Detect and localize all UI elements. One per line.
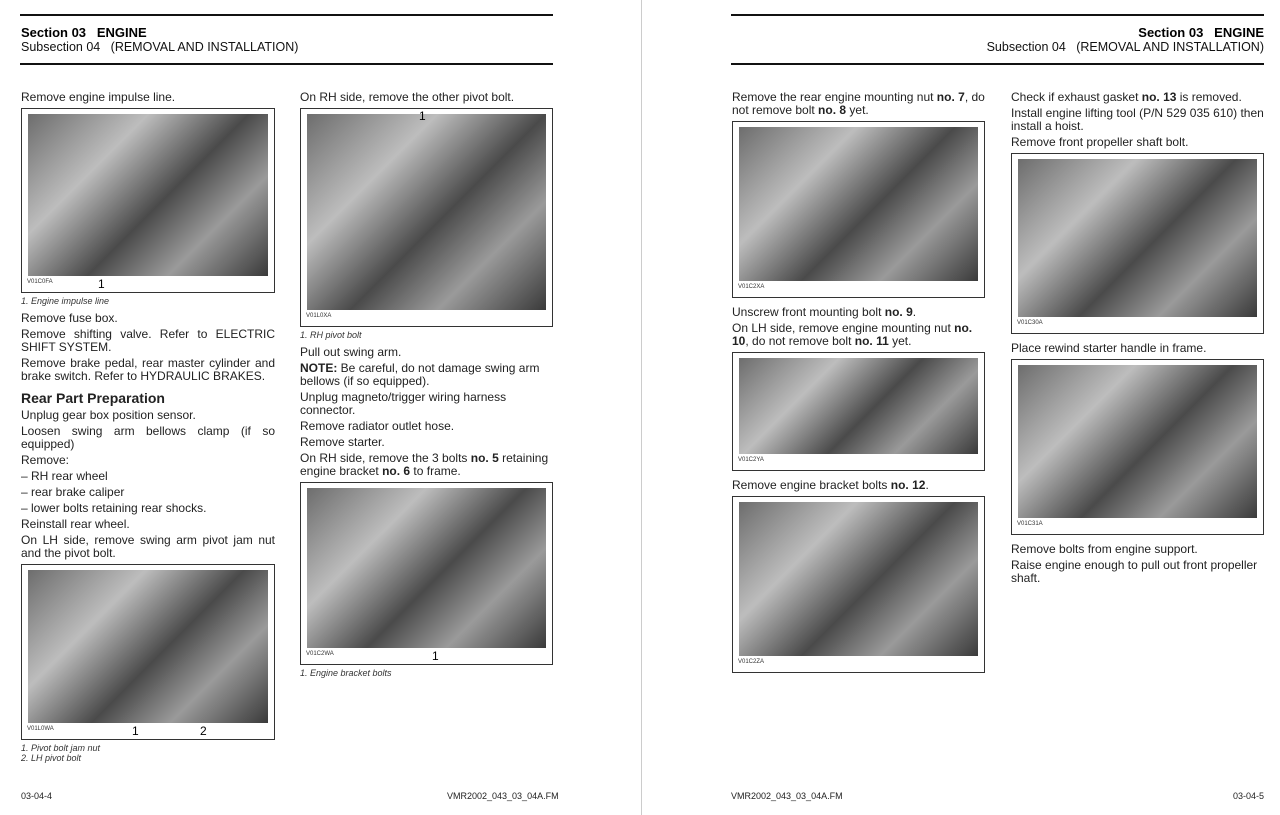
- paragraph: Remove shifting valve. Refer to ELECTRIC SHIFT SYSTEM.: [21, 327, 275, 354]
- list-item: – rear brake caliper: [21, 485, 125, 499]
- section-number: Section 03: [1138, 25, 1204, 40]
- text: Remove the rear engine mounting nut: [732, 90, 937, 104]
- subsection-title: (REMOVAL AND INSTALLATION): [1076, 40, 1264, 54]
- left-column-1: [21, 91, 275, 769]
- callout: 2: [200, 724, 207, 738]
- figure-code: V01L0XA: [306, 313, 332, 319]
- list-item: – lower bolts retaining rear shocks.: [21, 501, 207, 515]
- paragraph: Remove starter.: [300, 435, 385, 449]
- part-number: no. 12: [890, 478, 926, 492]
- figure-code: V01C2WA: [306, 651, 334, 657]
- paragraph: Reinstall rear wheel.: [21, 517, 130, 531]
- part-number: no. 6: [382, 464, 411, 478]
- figure-code: V01C2ZA: [738, 659, 765, 665]
- section-heading: [21, 25, 147, 40]
- photo: [307, 114, 546, 310]
- figure-engine-impulse-line: [21, 108, 275, 293]
- part-number: no. 5: [470, 451, 499, 465]
- photo: [739, 358, 978, 454]
- figure-caption: 1. RH pivot bolt: [300, 330, 362, 340]
- page-number: 03-04-5: [1232, 791, 1264, 801]
- part-number: no. 10: [732, 321, 973, 348]
- photo: [739, 127, 978, 281]
- paragraph: [732, 91, 985, 117]
- figure-code: V01C30A: [1017, 320, 1043, 326]
- paragraph: On RH side, remove the other pivot bolt.: [300, 90, 515, 104]
- note-text: Be careful, do not damage swing arm bellows (if so equipped).: [300, 361, 540, 388]
- text: , do not remove bolt: [732, 90, 985, 117]
- paragraph: [732, 322, 985, 348]
- left-column-2: [300, 91, 553, 684]
- part-number: no. 8: [818, 103, 847, 117]
- paragraph: [732, 306, 985, 319]
- photo: [1018, 159, 1257, 317]
- section-heading: [1138, 25, 1264, 40]
- paragraph: Remove bolts from engine support.: [1011, 542, 1198, 556]
- text: yet.: [888, 334, 912, 348]
- subsection-number: Subsection 04: [986, 40, 1066, 54]
- paragraph: Remove front propeller shaft bolt.: [1011, 135, 1189, 149]
- figure-caption: 1. Engine bracket bolts: [300, 668, 392, 678]
- page-number: 03-04-4: [21, 791, 53, 801]
- page-gutter: [641, 0, 642, 815]
- figure-lh-mounting-nut: [732, 352, 985, 471]
- paragraph: Remove:: [21, 453, 70, 467]
- list-item: – RH rear wheel: [21, 469, 108, 483]
- paragraph: [732, 479, 985, 492]
- text: , do not remove bolt: [745, 334, 855, 348]
- text: On LH side, remove engine mounting nut: [732, 321, 955, 335]
- right-column-2: [1011, 91, 1264, 588]
- subsection-heading: [21, 40, 298, 54]
- figure-caption: 2. LH pivot bolt: [21, 753, 82, 763]
- text: Unscrew front mounting bolt: [732, 305, 885, 319]
- figure-rh-pivot-bolt: [300, 108, 553, 327]
- figure-rewind-starter: [1011, 359, 1264, 535]
- photo: [28, 570, 268, 723]
- paragraph: Loosen swing arm bellows clamp (if so equipped): [21, 424, 275, 451]
- paragraph: Remove radiator outlet hose.: [300, 419, 455, 433]
- paragraph: Remove brake pedal, rear master cylinder and brake switch. Refer to HYDRAULIC BRAKES.: [21, 356, 275, 383]
- figure-caption: 1. Engine impulse line: [21, 296, 110, 306]
- file-name: VMR2002_043_03_04A.FM: [447, 791, 559, 801]
- paragraph: [300, 452, 553, 478]
- text: .: [925, 478, 929, 492]
- note-label: NOTE:: [300, 361, 338, 375]
- figure-lh-pivot-bolt: [21, 564, 275, 740]
- paragraph: Remove engine impulse line.: [21, 90, 176, 104]
- figure-code: V01C2YA: [738, 457, 764, 463]
- section-subheading: Rear Part Preparation: [21, 390, 165, 406]
- section-number: Section 03: [21, 25, 87, 40]
- header-top-rule: [731, 14, 1264, 16]
- callout: 1: [98, 277, 105, 291]
- subsection-heading: [987, 40, 1264, 54]
- part-number: no. 7: [936, 90, 965, 104]
- figure-rear-mounting-nut: [732, 121, 985, 298]
- paragraph: Unplug magneto/trigger wiring harness connector.: [300, 390, 507, 417]
- paragraph: On LH side, remove swing arm pivot jam nut and the pivot bolt.: [21, 533, 275, 560]
- file-name: VMR2002_043_03_04A.FM: [731, 791, 843, 801]
- figure-code: V01C0FA: [27, 279, 53, 285]
- header-bottom-rule: [731, 63, 1264, 65]
- figure-engine-bracket-bolts-12: [732, 496, 985, 673]
- photo: [1018, 365, 1257, 518]
- note: [300, 362, 553, 388]
- right-column-1: [732, 91, 985, 676]
- section-title: ENGINE: [96, 25, 147, 40]
- paragraph: Pull out swing arm.: [300, 345, 402, 359]
- text: yet.: [846, 103, 869, 117]
- paragraph: [1011, 91, 1264, 104]
- figure-engine-bracket-bolts: [300, 482, 553, 665]
- photo: [739, 502, 978, 656]
- text: Check if exhaust gasket: [1011, 90, 1142, 104]
- subsection-number: Subsection 04: [21, 40, 101, 54]
- part-number: no. 11: [854, 334, 889, 348]
- figure-code: V01L0WA: [27, 726, 54, 732]
- subsection-title: (REMOVAL AND INSTALLATION): [110, 40, 299, 54]
- text: Remove engine bracket bolts: [732, 478, 891, 492]
- figure-propeller-shaft-bolt: [1011, 153, 1264, 334]
- figure-caption: 1. Pivot bolt jam nut: [21, 743, 101, 753]
- text: On RH side, remove the 3 bolts: [300, 451, 471, 465]
- text: retaining engine bracket: [300, 451, 549, 478]
- text: is removed.: [1176, 90, 1242, 104]
- paragraph: Install engine lifting tool (P/N 529 035 610) then install a hoist.: [1011, 106, 1264, 133]
- text: .: [912, 305, 917, 319]
- paragraph: Place rewind starter handle in frame.: [1011, 341, 1207, 355]
- paragraph: Unplug gear box position sensor.: [21, 408, 196, 422]
- figure-code: V01C31A: [1017, 521, 1043, 527]
- header-top-rule: [20, 14, 553, 16]
- photo: [307, 488, 546, 648]
- figure-code: V01C2XA: [738, 284, 765, 290]
- part-number: no. 13: [1141, 90, 1177, 104]
- callout: 1: [432, 649, 439, 663]
- callout: 1: [132, 724, 139, 738]
- section-title: ENGINE: [1214, 25, 1264, 40]
- paragraph: Raise engine enough to pull out front propeller shaft.: [1011, 558, 1258, 585]
- text: to frame.: [410, 464, 461, 478]
- callout: 1: [419, 109, 426, 123]
- header-bottom-rule: [20, 63, 553, 65]
- part-number: no. 9: [884, 305, 913, 319]
- paragraph: Remove fuse box.: [21, 311, 118, 325]
- photo: [28, 114, 268, 276]
